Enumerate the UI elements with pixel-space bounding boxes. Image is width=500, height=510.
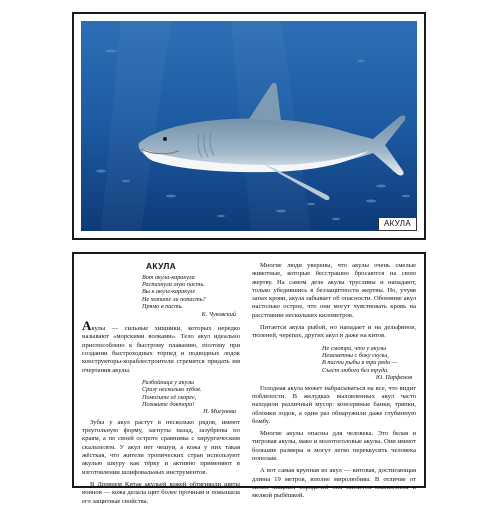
poem-line: Позовите доктора! <box>142 401 195 409</box>
poem-line: Прямо в пасть. <box>142 303 183 311</box>
text-card <box>72 252 426 505</box>
drop-cap: А <box>82 318 92 334</box>
poem-line: Вот акула-каракула <box>142 273 195 281</box>
paragraph-teeth: Зубы у акул растут в несколько рядов, имеют треугольную форму, загнуты назад, зазубрены по краям, а по своей остроте сравнимы с хирургическим скальпелем. У акул нет чешуи, а кожа у них такая жёсткая, что жители тропических стран используют акулью шкуру как тёрку и активно применяют в изготовлении шлифовальных инструментов. <box>82 418 240 476</box>
shark-photo <box>81 21 417 231</box>
poem-line: Помогите её скорее, <box>142 393 197 401</box>
paragraph-intro <box>82 318 240 375</box>
paragraph-diet: Питается акула рыбой, но нападает и на дельфинов, тюленей, черепах, других акул и даже на китов. <box>252 324 416 340</box>
shark-illustration <box>81 21 417 231</box>
photo-caption: АКУЛА <box>378 217 417 231</box>
poem-line: Вы к акуле-каракуле <box>142 288 196 296</box>
poem-line: Разбойница у акулы <box>142 378 194 386</box>
poem-migunova <box>142 379 240 416</box>
paragraph-hungry: Голодная акула может набрасываться на все, что видит поблизости. В желудках выловленных акул часто находили различный мусор: консервные банки, тряпки, обломки лодок, а один раз обнаружили даже глубинную бомбу. <box>252 384 416 425</box>
paragraph-cowardice: Многие люди уверены, что акулы очень смелые животные, которые бесстрашно бросаются на свою жертву. На самом деле акулы трусливы и нападают, только убедившись в беззащитности жертвы. Но, учуяв запах крови, акула забывает об опасности. Обоняние акул настолько острое, что они могут чувствовать кровь на расстоянии нескольких километров. <box>252 262 416 319</box>
left-column <box>82 262 240 510</box>
paragraph-dangerous: Многие акулы опасны для человека. Это белая и тигровая акулы, мако и молотоголовые акулы. Они имеют большие размеры и могут легко переккусить человека пополам. <box>252 430 416 463</box>
paragraph-china: В Древнем Китае акульей кожей обтягивали щиты воинов — кожа делала щит более прочным и повышала его защитные свойства. <box>82 480 240 505</box>
poem-author: Н. Мигунова <box>203 408 236 416</box>
poem-line: В пасти рыбы в три ряда — <box>322 359 398 367</box>
poem-line: Сразу несколько зубов. <box>142 386 202 394</box>
poem-line: Съест любого без труда. <box>322 366 389 374</box>
photo-card <box>72 12 426 240</box>
paragraph-whale-shark: А вот самая крупная из акул — китовая, достигающая длины 19 метров, вполне миролюбива. В отличие от своих хищных сородичей она питается планктоном и мелкой рыбёшкой. <box>252 467 416 500</box>
poem-author: Ю. Парфенов <box>375 374 412 382</box>
paragraph-text: кулы — сильные хищники, которых нередко называют «морскими волками». Тело акул идеально приспособлено к быстрому плаванию, поэтому при создании быстроходных торпед и подводных лодок конструкторы-кораблестроители стремятся придать им очертания акулы. <box>82 325 240 374</box>
poem-line: Распахнула злую пасть. <box>142 281 205 288</box>
poem-author: К. Чуковский <box>201 310 236 318</box>
poem-parfenov <box>322 345 416 382</box>
article-title: АКУЛА <box>145 261 177 271</box>
right-column <box>252 262 416 505</box>
poem-line: Не хотите ли попасть? <box>142 295 206 303</box>
poem-line: Не смотри, что у акулы <box>322 344 387 352</box>
poem-line: Незаметны с боку скулы, <box>322 352 389 360</box>
poem-chukovsky <box>142 274 240 318</box>
